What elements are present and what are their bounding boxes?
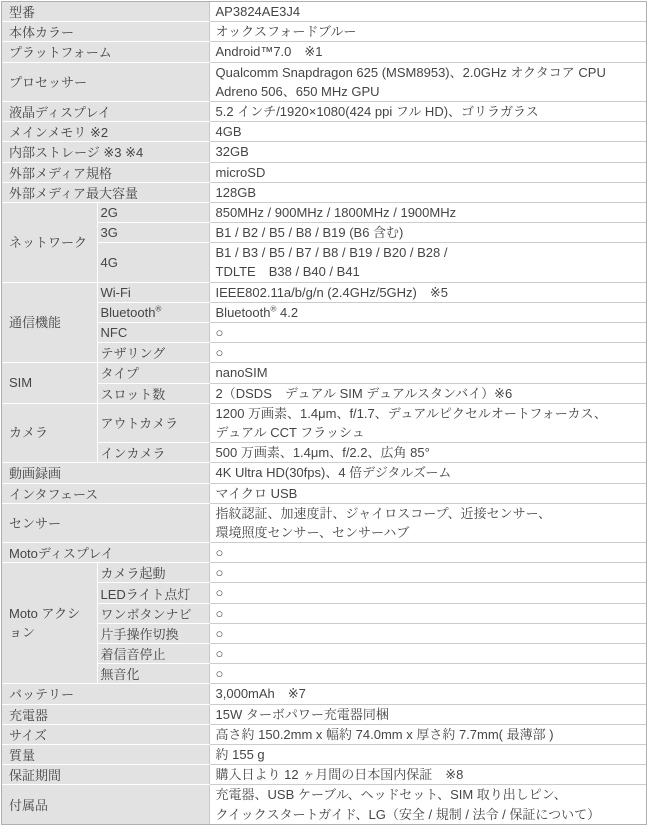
value-line: ○ [215, 605, 224, 621]
value-line: B1 / B2 / B5 / B8 / B19 (B6 含む) [215, 225, 404, 241]
row-label-cell: 本体カラー [2, 22, 209, 42]
row-value-cell [209, 62, 646, 101]
table-row [2, 684, 646, 704]
value-line: 5.2 インチ/1920×1080(424 ppi フル HD)、ゴリラガラス [215, 103, 539, 119]
table-group-row [2, 603, 646, 623]
value-line: 充電器、USB ケーブル、ヘッドセット、SIM 取り出しピン、 [215, 787, 567, 803]
row-label-cell: Motoディスプレイ [2, 543, 209, 563]
row-value-cell [209, 785, 646, 824]
row-label-cell: センサー [2, 503, 209, 542]
sub-label-cell: 2G [97, 202, 209, 222]
value-line: ○ [215, 585, 224, 601]
table-row [2, 101, 646, 121]
row-value-cell [209, 503, 646, 542]
value-line: 4K Ultra HD(30fps)、4 倍デジタルズーム [215, 465, 452, 481]
row-label-cell: サイズ [2, 724, 209, 744]
sub-label-cell: LEDライト点灯 [97, 583, 209, 603]
row-label-cell: 液晶ディスプレイ [2, 101, 209, 121]
table-group-row [2, 583, 646, 603]
row-value-cell [209, 583, 646, 603]
value-line: ○ [215, 545, 224, 561]
row-label-cell: バッテリー [2, 684, 209, 704]
table-row [2, 744, 646, 764]
table-group-row [2, 563, 646, 583]
value-line: 32GB [215, 144, 249, 160]
table-group-row [2, 403, 646, 442]
table-group-row [2, 223, 646, 243]
table-row [2, 142, 646, 162]
row-value-cell [209, 383, 646, 403]
value-line: ○ [215, 666, 224, 682]
value-line: nanoSIM [215, 365, 268, 381]
row-label-cell: 型番 [2, 2, 209, 22]
table-group-row [2, 664, 646, 684]
row-value-cell [209, 202, 646, 222]
row-value-cell [209, 463, 646, 483]
table-row [2, 463, 646, 483]
row-value-cell [209, 744, 646, 764]
value-line: 3,000mAh ※7 [215, 686, 306, 702]
value-line: オックスフォードブルー [215, 24, 357, 40]
row-value-cell [209, 323, 646, 343]
table-group-row [2, 644, 646, 664]
sub-label-cell: アウトカメラ [97, 403, 209, 442]
value-line: 500 万画素、1.4μm、f/2.2、広角 85° [215, 445, 430, 461]
row-value-cell [209, 122, 646, 142]
table-row [2, 704, 646, 724]
value-line: TDLTE B38 / B40 / B41 [215, 264, 360, 280]
table-group-row [2, 323, 646, 343]
table-row [2, 162, 646, 182]
value-line: Bluetooth® 4.2 [215, 304, 299, 320]
table-row [2, 42, 646, 62]
row-label-cell: 充電器 [2, 704, 209, 724]
table-row [2, 22, 646, 42]
sub-label-cell: 4G [97, 243, 209, 282]
sub-label-cell: 3G [97, 223, 209, 243]
spec-sheet [1, 1, 647, 825]
sub-label-cell: Bluetooth® [97, 302, 209, 322]
row-value-cell [209, 403, 646, 442]
row-value-cell [209, 282, 646, 302]
value-line: Android™7.0 ※1 [215, 44, 323, 60]
row-value-cell [209, 623, 646, 643]
row-value-cell [209, 2, 646, 22]
value-line: 高さ約 150.2mm x 幅約 74.0mm x 厚さ約 7.7mm( 最薄部 ) [215, 726, 554, 742]
row-value-cell [209, 101, 646, 121]
row-value-cell [209, 443, 646, 463]
table-row [2, 483, 646, 503]
row-value-cell [209, 543, 646, 563]
value-line: 128GB [215, 184, 256, 200]
row-value-cell [209, 343, 646, 363]
row-value-cell [209, 704, 646, 724]
row-value-cell [209, 142, 646, 162]
value-line: 購入日より 12 ヶ月間の日本国内保証 ※8 [215, 767, 464, 783]
value-line: 850MHz / 900MHz / 1800MHz / 1900MHz [215, 204, 457, 220]
value-line: B1 / B3 / B5 / B7 / B8 / B19 / B20 / B28 / [215, 245, 448, 261]
value-line: 2（DSDS デュアル SIM デュアルスタンバイ）※6 [215, 385, 513, 401]
value-line: ○ [215, 646, 224, 661]
row-label-cell: 動画録画 [2, 463, 209, 483]
row-value-cell [209, 765, 646, 785]
table-group-row [2, 623, 646, 643]
table-row [2, 182, 646, 202]
sub-label-cell: 着信音停止 [97, 644, 209, 664]
row-value-cell [209, 42, 646, 62]
row-value-cell [209, 664, 646, 684]
row-label-cell: 内部ストレージ ※3 ※4 [2, 142, 209, 162]
table-row [2, 2, 646, 22]
sub-label-cell: スロット数 [97, 383, 209, 403]
row-value-cell [209, 483, 646, 503]
value-line: 1200 万画素、1.4μm、f/1.7、デュアルピクセルオートフォーカス、 [215, 405, 607, 421]
sub-label-cell: インカメラ [97, 443, 209, 463]
sub-label-cell: カメラ起動 [97, 563, 209, 583]
value-line: ○ [215, 565, 224, 581]
sub-label-cell: ワンボタンナビ [97, 603, 209, 623]
row-value-cell [209, 724, 646, 744]
row-label-cell: プラットフォーム [2, 42, 209, 62]
value-line: ○ [215, 345, 224, 361]
value-line: 環境照度センサー、センサーハブ [215, 524, 410, 540]
table-group-row [2, 363, 646, 383]
row-value-cell [209, 223, 646, 243]
sub-label-cell: テザリング [97, 343, 209, 363]
table-group-row [2, 343, 646, 363]
table-group-row [2, 202, 646, 222]
table-row [2, 122, 646, 142]
table-row [2, 503, 646, 542]
group-label-cell: Moto アクション [2, 563, 97, 684]
table-row [2, 765, 646, 785]
value-line: Adreno 506、650 MHz GPU [215, 83, 380, 99]
spec-table [2, 2, 646, 824]
row-value-cell [209, 644, 646, 664]
group-label-cell: ネットワーク [2, 202, 97, 282]
value-line: デュアル CCT フラッシュ [215, 424, 365, 440]
value-line: microSD [215, 164, 266, 180]
row-value-cell [209, 563, 646, 583]
row-label-cell: 質量 [2, 744, 209, 764]
value-line: マイクロ USB [215, 485, 298, 501]
value-line: クイックスタートガイド、LG（安全 / 規制 / 法令 / 保証について） [215, 806, 601, 822]
sub-label-cell: Wi-Fi [97, 282, 209, 302]
value-line: 15W ターボパワー充電器同梱 [215, 706, 389, 722]
row-label-cell: 外部メディア最大容量 [2, 182, 209, 202]
table-group-row [2, 243, 646, 282]
row-label-cell: 外部メディア規格 [2, 162, 209, 182]
table-group-row [2, 282, 646, 302]
row-label-cell: メインメモリ ※2 [2, 122, 209, 142]
row-value-cell [209, 162, 646, 182]
row-value-cell [209, 22, 646, 42]
table-row [2, 785, 646, 824]
group-label-cell: カメラ [2, 403, 97, 463]
table-row [2, 62, 646, 101]
value-line: IEEE802.11a/b/g/n (2.4GHz/5GHz) ※5 [215, 284, 448, 300]
value-line: AP3824AE3J4 [215, 4, 301, 19]
value-line: 4GB [215, 124, 242, 140]
group-label-cell: 通信機能 [2, 282, 97, 363]
value-line: Qualcomm Snapdragon 625 (MSM8953)、2.0GHz オクタコア CPU [215, 64, 606, 80]
table-group-row [2, 302, 646, 322]
sub-label-cell: タイプ [97, 363, 209, 383]
row-label-cell: 保証期間 [2, 765, 209, 785]
row-value-cell [209, 363, 646, 383]
row-value-cell [209, 243, 646, 282]
row-label-cell: 付属品 [2, 785, 209, 824]
sub-label-cell: NFC [97, 323, 209, 343]
row-label-cell: プロセッサー [2, 62, 209, 101]
table-row [2, 724, 646, 744]
group-label-cell: SIM [2, 363, 97, 403]
value-line: ○ [215, 325, 224, 340]
spec-table-body [2, 2, 646, 824]
row-value-cell [209, 182, 646, 202]
row-value-cell [209, 684, 646, 704]
table-row [2, 543, 646, 563]
sub-label-cell: 片手操作切換 [97, 623, 209, 643]
row-value-cell [209, 302, 646, 322]
value-line: 指紋認証、加速度計、ジャイロスコープ、近接センサー、 [215, 505, 552, 521]
sub-label-cell: 無音化 [97, 664, 209, 684]
value-line: ○ [215, 625, 224, 641]
table-group-row [2, 383, 646, 403]
row-label-cell: インタフェース [2, 483, 209, 503]
table-group-row [2, 443, 646, 463]
row-value-cell [209, 603, 646, 623]
value-line: 約 155 g [215, 746, 265, 762]
